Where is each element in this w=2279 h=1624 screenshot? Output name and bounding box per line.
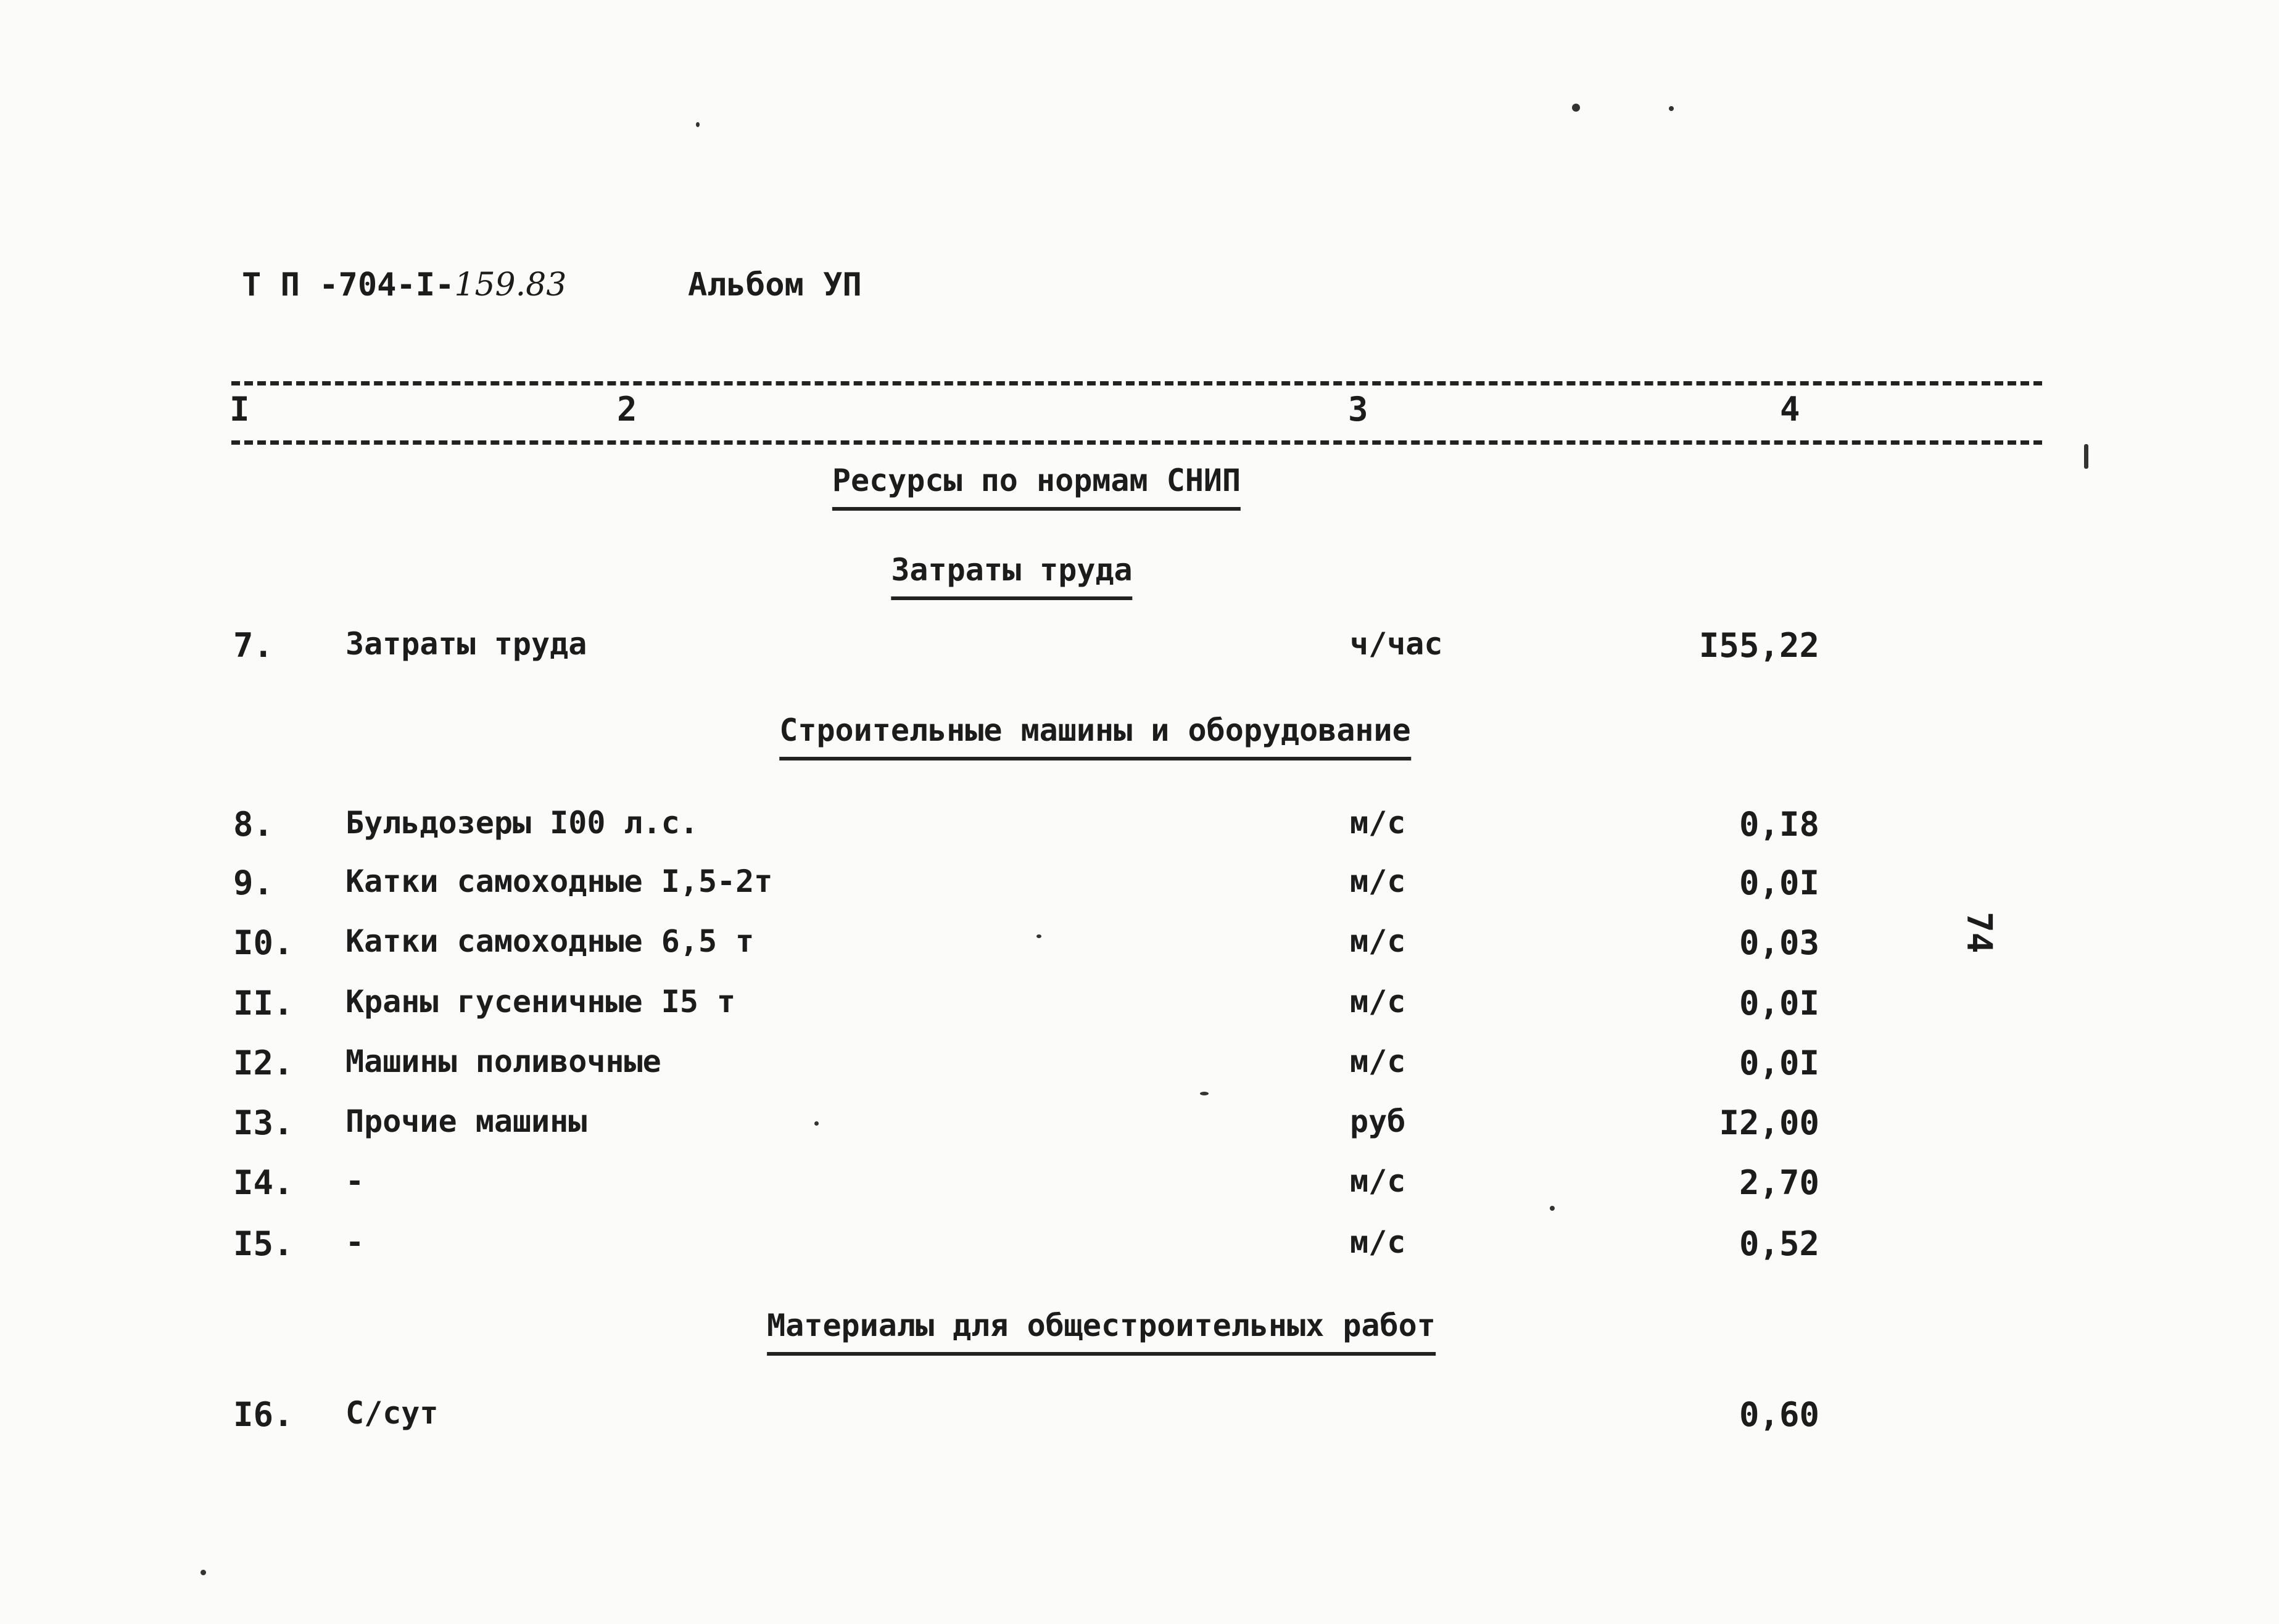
row-name: Катки самоходные I,5-2т xyxy=(345,864,773,899)
row-name: - xyxy=(345,1163,365,1199)
row-number: I5. xyxy=(233,1224,294,1263)
row-name: Краны гусеничные I5 т xyxy=(345,984,736,1020)
row-number: I3. xyxy=(233,1103,294,1142)
row-unit: ч/час xyxy=(1350,626,1443,662)
table-row xyxy=(0,864,2279,907)
table-row xyxy=(0,1044,2279,1087)
table-row xyxy=(0,1163,2279,1206)
row-number: 8. xyxy=(233,805,274,844)
scan-speck xyxy=(1200,1092,1209,1095)
row-name: Затраты труда xyxy=(345,626,587,662)
section-title-resources: Ресурсы по нормам СНИП xyxy=(832,463,1241,511)
row-unit: м/с xyxy=(1350,984,1406,1020)
column-number-4: 4 xyxy=(1780,390,1800,429)
row-number: 9. xyxy=(233,864,274,902)
row-unit: м/с xyxy=(1350,1044,1406,1079)
row-number: I4. xyxy=(233,1163,294,1202)
row-unit: м/с xyxy=(1350,1163,1406,1199)
table-row xyxy=(0,923,2279,967)
scan-speck xyxy=(696,122,700,127)
section-title-materials: Материалы для общестроительных работ xyxy=(767,1308,1436,1356)
row-value: 0,03 xyxy=(1739,923,1819,962)
document-code xyxy=(242,266,566,303)
row-value: 0,60 xyxy=(1739,1395,1819,1434)
row-value: I55,22 xyxy=(1698,626,1819,665)
scan-speck xyxy=(1572,104,1580,112)
row-value: 0,I8 xyxy=(1739,805,1819,844)
document-code-handwritten: 159.83 xyxy=(454,266,567,303)
row-value: I2,00 xyxy=(1719,1103,1819,1142)
row-value: 0,0I xyxy=(1739,864,1819,902)
table-row xyxy=(0,805,2279,848)
page-number: 74 xyxy=(1959,912,1999,954)
scan-speck xyxy=(1669,106,1674,111)
table-header-bottom-rule xyxy=(231,440,2042,445)
scan-speck xyxy=(2084,444,2088,469)
scan-speck xyxy=(1036,934,1041,938)
row-value: 2,70 xyxy=(1739,1163,1819,1202)
column-number-1: I xyxy=(230,390,250,429)
row-number: I6. xyxy=(233,1395,294,1434)
row-number: I0. xyxy=(233,923,294,962)
column-number-2: 2 xyxy=(617,390,637,429)
row-name: С/сут xyxy=(345,1395,439,1431)
row-unit: м/с xyxy=(1350,923,1406,959)
table-row xyxy=(0,626,2279,669)
row-value: 0,0I xyxy=(1739,984,1819,1023)
row-value: 0,0I xyxy=(1739,1044,1819,1082)
album-label: Альбом УП xyxy=(688,266,862,303)
row-number: II. xyxy=(233,984,294,1023)
scan-speck xyxy=(1550,1206,1555,1211)
column-number-3: 3 xyxy=(1348,390,1368,429)
section-title-labor: Затраты труда xyxy=(891,552,1132,600)
row-number: I2. xyxy=(233,1044,294,1082)
table-row xyxy=(0,984,2279,1027)
row-name: Прочие машины xyxy=(345,1103,587,1139)
table-row xyxy=(0,1224,2279,1267)
row-unit: м/с xyxy=(1350,805,1406,841)
table-row xyxy=(0,1103,2279,1147)
scan-speck xyxy=(201,1570,206,1575)
table-header-top-rule xyxy=(231,381,2042,385)
section-title-machines: Строительные машины и оборудование xyxy=(779,712,1411,760)
row-unit: м/с xyxy=(1350,1224,1406,1260)
table-row xyxy=(0,1395,2279,1438)
row-unit: м/с xyxy=(1350,864,1406,899)
scan-speck xyxy=(814,1121,819,1126)
row-name: Катки самоходные 6,5 т xyxy=(345,923,755,959)
row-name: - xyxy=(345,1224,365,1260)
row-name: Машины поливочные xyxy=(345,1044,661,1079)
row-name: Бульдозеры I00 л.с. xyxy=(345,805,698,841)
document-code-printed: Т П -704-I- xyxy=(242,266,455,303)
row-unit: руб xyxy=(1350,1103,1406,1139)
row-value: 0,52 xyxy=(1739,1224,1819,1263)
row-number: 7. xyxy=(233,626,274,665)
